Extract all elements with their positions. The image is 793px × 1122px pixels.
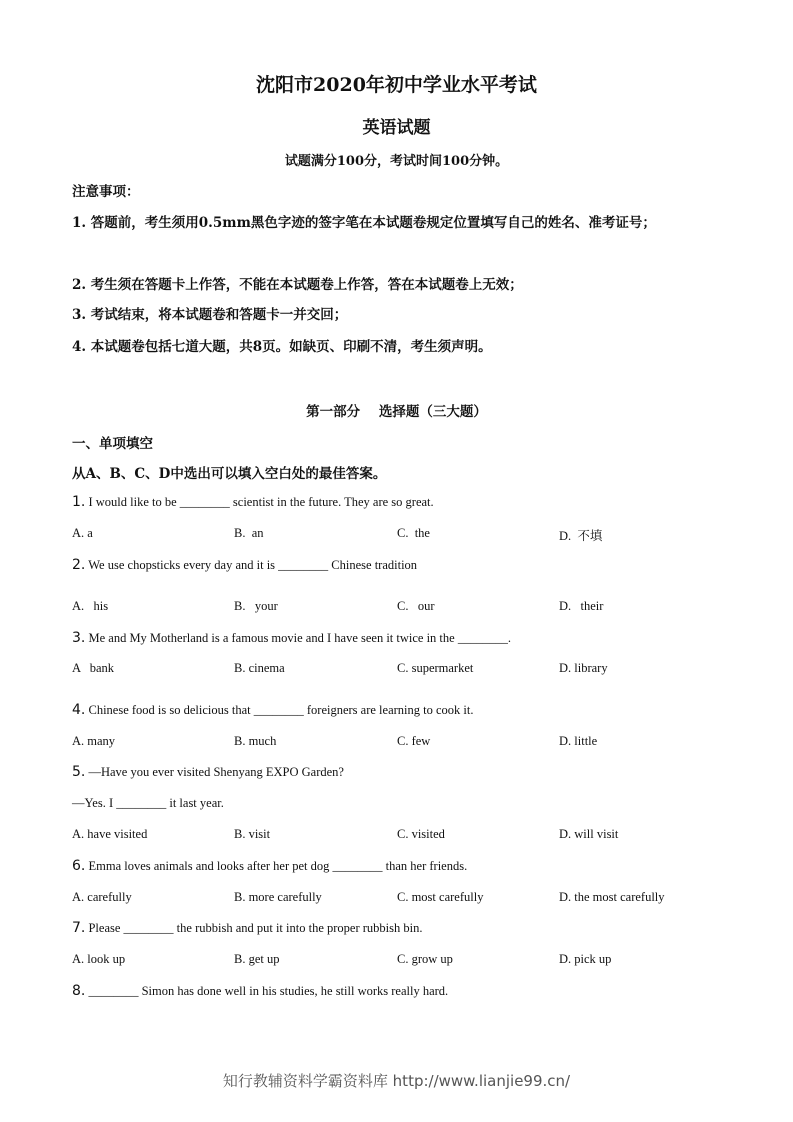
option-a: A. have visited: [72, 827, 148, 841]
option-c: C. the: [397, 526, 430, 540]
option-a: A. carefully: [72, 890, 132, 904]
option-d: D. 不填: [559, 529, 603, 543]
option-a: A. look up: [72, 952, 126, 966]
option-d: D. will visit: [559, 827, 619, 841]
question-number: 6.: [72, 858, 86, 874]
question-text: Emma loves animals and looks after her pet dog ________ than her friends.: [85, 859, 468, 873]
option-c: C. most carefully: [397, 890, 484, 904]
exam-subtitle: 英语试题: [362, 118, 431, 138]
question-3: [72, 630, 511, 646]
question-text: I would like to be ________ scientist in the future. They are so great.: [85, 495, 434, 509]
question-number: 2.: [72, 557, 86, 573]
option-b: B. much: [234, 734, 277, 748]
question-1: [72, 494, 434, 510]
question-5-line-2: —Yes. I ________ it last year.: [72, 796, 224, 810]
question-2: [72, 557, 417, 573]
option-a: A. his: [72, 599, 109, 613]
note-item-1: 1. 答题前，考生须用0.5mm黑色字迹的签字笔在本试题卷规定位置填写自己的姓名、准考证号；: [72, 215, 656, 231]
question-number: 3.: [72, 630, 86, 646]
question-8: [72, 983, 448, 999]
part-title: 第一部分 选择题（三大题）: [306, 404, 487, 420]
question-text: Chinese food is so delicious that ________ foreigners are learning to cook it.: [85, 703, 474, 717]
note-item-3: 3. 考试结束，将本试题卷和答题卡一并交回；: [72, 307, 348, 323]
option-a: A. a: [72, 526, 93, 540]
option-c: C. supermarket: [397, 661, 474, 675]
option-b: B. get up: [234, 952, 280, 966]
footer-watermark: 知行教辅资料学霸资料库 http://www.lianjie99.cn/: [222, 1072, 571, 1090]
option-b: B. more carefully: [234, 890, 322, 904]
question-5: [72, 764, 344, 780]
notes-heading: 注意事项：: [72, 184, 140, 200]
question-number: 7.: [72, 920, 86, 936]
exam-title: 沈阳市2020年初中学业水平考试: [256, 74, 537, 96]
option-a: A. many: [72, 734, 116, 748]
note-item-4: 4. 本试题卷包括七道大题，共8页。如缺页、印刷不清，考生须声明。: [72, 339, 492, 355]
option-b: B. your: [234, 599, 278, 613]
question-text: Me and My Motherland is a famous movie and I have seen it twice in the ________.: [85, 631, 511, 645]
option-d: D. little: [559, 734, 598, 748]
option-c: C. visited: [397, 827, 445, 841]
question-number: 1.: [72, 494, 86, 510]
question-7: [72, 920, 422, 936]
option-b: B. cinema: [234, 661, 285, 675]
option-d: D. their: [559, 599, 604, 613]
option-b: B. an: [234, 526, 264, 540]
option-d: D. library: [559, 661, 608, 675]
question-text: —Have you ever visited Shenyang EXPO Garden?: [85, 765, 344, 779]
option-c: C. few: [397, 734, 431, 748]
question-text: Please ________ the rubbish and put it into the proper rubbish bin.: [85, 921, 423, 935]
section-instruction: 从A、B、C、D中选出可以填入空白处的最佳答案。: [72, 466, 387, 482]
option-c: C. grow up: [397, 952, 453, 966]
option-b: B. visit: [234, 827, 271, 841]
option-c: C. our: [397, 599, 435, 613]
question-number: 4.: [72, 702, 86, 718]
option-d: D. the most carefully: [559, 890, 665, 904]
question-4: [72, 702, 473, 718]
exam-info: 试题满分100分，考试时间100分钟。: [284, 154, 509, 169]
section-title: 一、单项填空: [72, 436, 153, 452]
option-a: A bank: [72, 661, 115, 675]
question-number: 8.: [72, 983, 86, 999]
option-d: D. pick up: [559, 952, 612, 966]
question-text: ________ Simon has done well in his studies, he still works really hard.: [85, 984, 449, 998]
note-item-2: 2. 考生须在答题卡上作答，不能在本试题卷上作答，答在本试题卷上无效；: [72, 277, 523, 293]
question-number: 5.: [72, 764, 86, 780]
question-text: We use chopsticks every day and it is ________ Chinese tradition: [85, 558, 418, 572]
question-6: [72, 858, 467, 874]
